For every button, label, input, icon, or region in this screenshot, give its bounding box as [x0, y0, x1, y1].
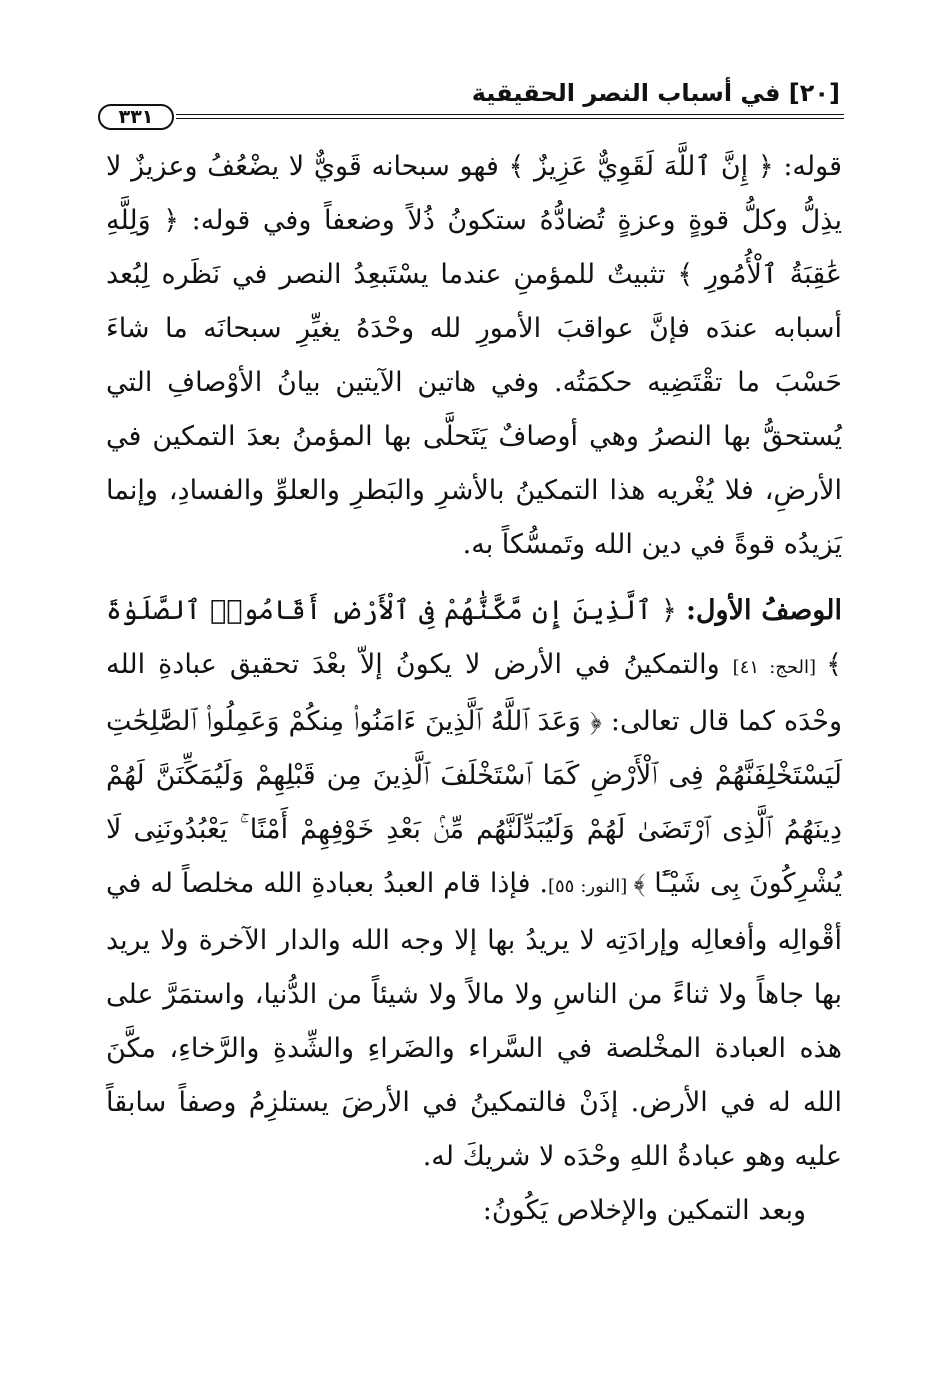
verse-reference: [الحج: ٤١] [732, 657, 827, 678]
text-run: والتمكينُ في الأرض لا يكونُ إلاّ بعْدَ تحقيق عبادةِ الله وحْدَه كما قال تعالى: [106, 649, 842, 737]
page-number: ٣٣١ [98, 104, 174, 130]
text-run: . فإذا قام العبدُ بعبادةِ الله مخلصاً له في أقْوالِه وأفعالِه وإرادَتِه لا يريدُ بها إلا وجه الله والدار الآخرة ولا يريد بها جاهاً ولا ثناءً من الناسِ ولا مالاً ولا شيئاً من الدُّنيا، واستمَرَّ على هذه العبادة المخْلصة في السَّراء والضَراءِ والشِّدةِ والرَّخاءِ، مكَّنَ الله له في الأرض. إذَنْ فالتمكينُ في الأرضَ يستلزِمُ وصفاً سابقاً عليه وهو عبادةُ اللهِ وحْدَه لا شريكَ له. [106, 868, 842, 1172]
text-run: قوله: [773, 151, 842, 182]
running-title: [٢٠] في أسباب النصر الحقيقية [471, 79, 840, 107]
quran-verse: ﴿ وَعَدَ ٱللَّهُ ٱلَّذِينَ ءَامَنُوا۟ مِنكُمْ وَعَمِلُوا۟ ٱلصَّٰلِحَٰتِ لَيَسْتَخْلِفَنَّهُمْ فِى ٱلْأَرْضِ كَمَا ٱسْتَخْلَفَ ٱلَّذِينَ مِن قَبْلِهِمْ وَلَيُمَكِّنَنَّ لَهُمْ دِينَهُمُ ٱلَّذِى ٱرْتَضَىٰ لَهُمْ وَلَيُبَدِّلَنَّهُم مِّنۢ بَعْدِ خَوْفِهِمْ أَمْنًا ۚ يَعْبُدُونَنِى لَا يُشْرِكُونَ بِى شَيْـًٔا ﴾ [106, 706, 842, 899]
text-run: فهو سبحانه قَويٌّ لا يضْعُفُ وعزيزٌ لا يذِلُّ وكلُّ قوةٍ وعزةٍ تُضادُّهُ ستكونُ ذُلاً وضعفاً وفي قوله: [106, 151, 842, 236]
paragraph-1 [106, 140, 842, 572]
main-text [106, 140, 842, 1238]
text-run: تثبيتٌ للمؤمنِ عندما يسْتَبعِدُ النصر في نَظَره لِبُعد أسبابه عندَه فإنَّ عواقبَ الأمورِ لله وحْدَهُ يغيِّرِ سبحانَه ما شاءَ حَسْبَ ما تقْتَضِيه حكمَتُه. وفي هاتين الآيتين بيانُ الأوْصافِ التي يُستحقُّ بها النصرُ وهي أوصافٌ يَتَحلَّى بها المؤمنُ بعدَ التمكين في الأرضِ، فلا يُغْريه هذا التمكينُ بالأشرِ والبَطرِ والعلوِّ والفسادِ، وإنما يَزيدُه قوةً في دين الله وتَمسُّكاً به. [106, 259, 842, 560]
quran-verse: ﴿ وَلِلَّهِ عَٰقِبَةُ ٱلْأُمُورِ ﴾ [106, 205, 843, 290]
quran-verse: ﴿ ٱلَّذِينَ إِن مَّكَّنَّٰهُمْ فِى ٱلْأَرْضِ أَقَامُوا۟ ٱلصَّلَوٰةَ ﴾ [106, 595, 842, 680]
header-rule [98, 104, 844, 130]
section-label: الوصفُ الأول: [685, 595, 842, 626]
paragraph-3: وبعد التمكين والإخلاص يَكُونُ: [482, 1195, 806, 1226]
verse-reference: [النور: ٥٥] [547, 876, 634, 897]
paragraph-2 [106, 584, 842, 1184]
quran-verse: ﴿ إِنَّ ٱللَّهَ لَقَوِيٌّ عَزِيزٌ ﴾ [508, 151, 774, 182]
header-double-line [176, 114, 844, 119]
